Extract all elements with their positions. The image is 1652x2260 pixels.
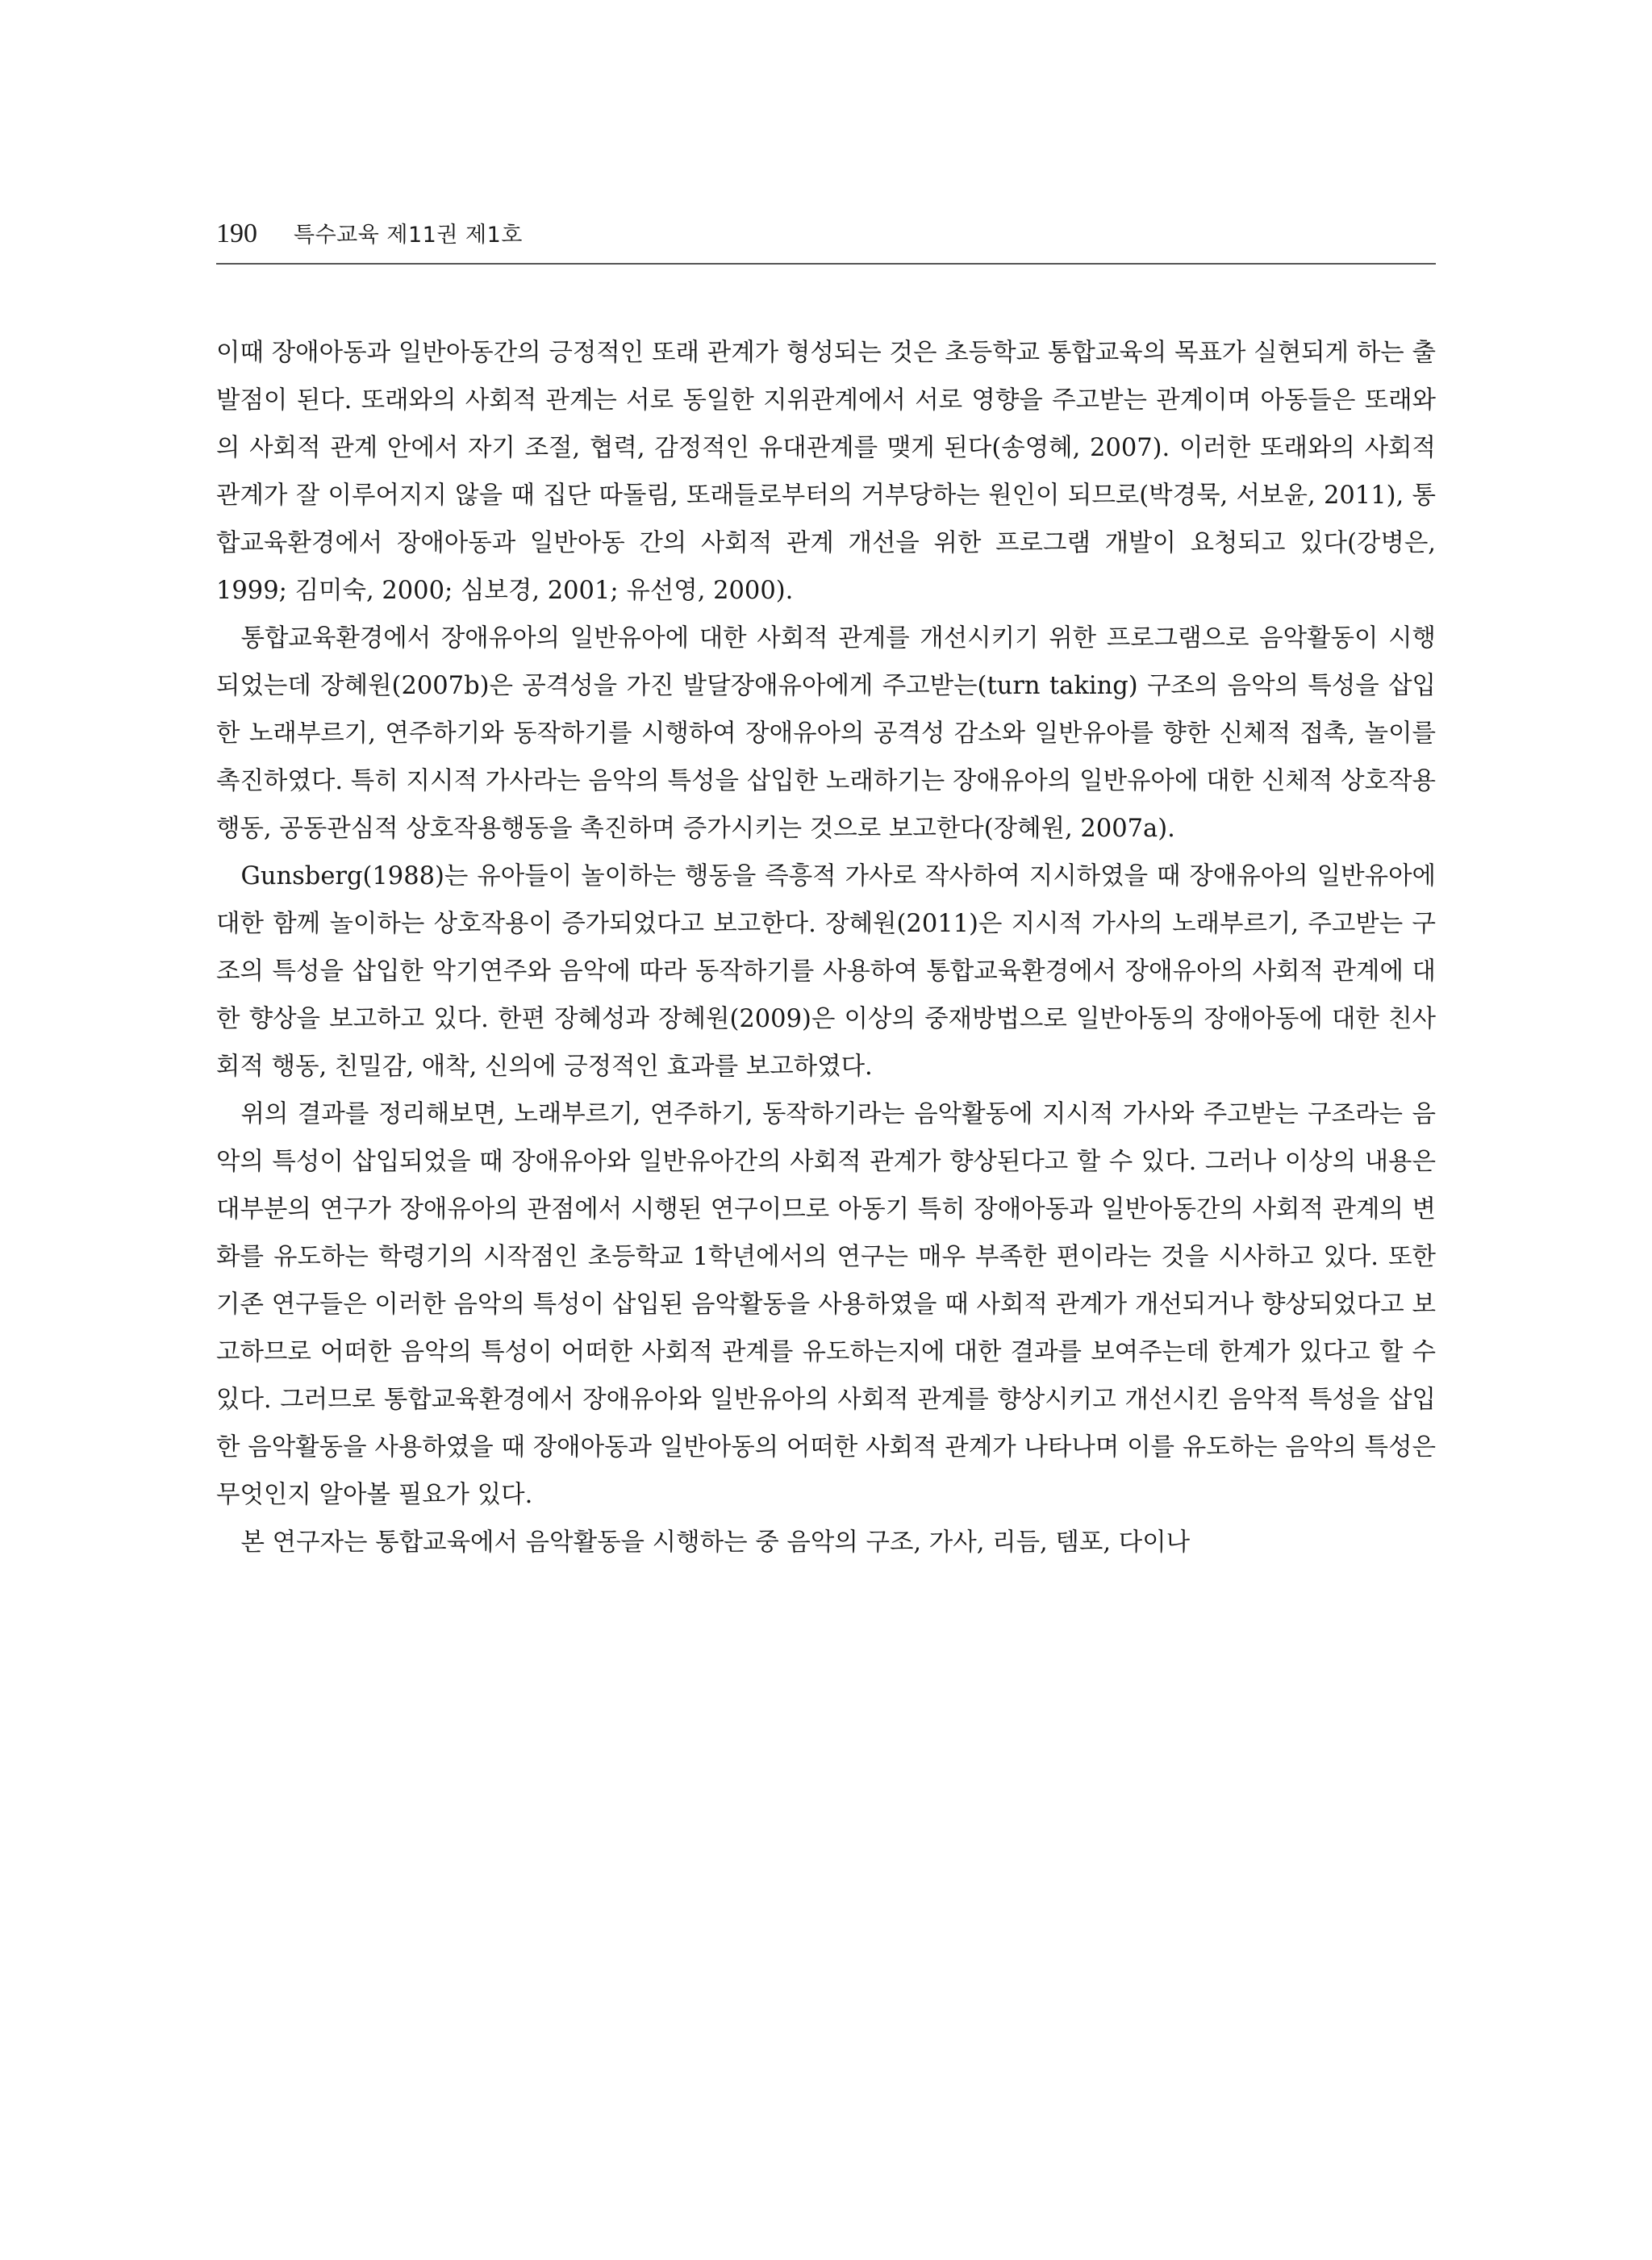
paragraph-5: 본 연구자는 통합교육에서 음악활동을 시행하는 중 음악의 구조, 가사, 리듬, 템포, 다이나 — [240, 1528, 1191, 1557]
body-text — [216, 329, 1436, 1566]
paragraph-2: 통합교육환경에서 장애유아의 일반유아에 대한 사회적 관계를 개선시키기 위한 프로그램으로 음악활동이 시행되었는데 장혜원(2007b)은 공격성을 가진 발달장애유아에게 주고받는(turn taking) 구조의 음악의 특성을 삽입한 노래부르기, 연주하기와 동작하기를 시행하여 장애유아의 공격성 감소와 일반유아를 향한 신체적 접촉, 놀이를 촉진하였다. 특히 지시적 가사라는 음악의 특성을 삽입한 노래하기는 장애유아의 일반유아에 대한 신체적 상호작용행동, 공동관심적 상호작용행동을 촉진하며 증가시키는 것으로 보고한다(장혜원, 2007a). — [216, 624, 1436, 843]
page-number: 190 — [216, 219, 257, 248]
journal-title: 특수교육 제11권 제1호 — [294, 223, 523, 248]
paragraph-3: Gunsberg(1988)는 유아들이 놀이하는 행동을 즉흥적 가사로 작사하여 지시하였을 때 장애유아의 일반유아에 대한 함께 놀이하는 상호작용이 증가되었다고 보고한다. 장혜원(2011)은 지시적 가사의 노래부르기, 주고받는 구조의 특성을 삽입한 악기연주와 음악에 따라 동작하기를 사용하여 통합교육환경에서 장애유아의 사회적 관계에 대한 향상을 보고하고 있다. 한편 장혜성과 장혜원(2009)은 이상의 중재방법으로 일반아동의 장애아동에 대한 친사회적 행동, 친밀감, 애착, 신의에 긍정적인 효과를 보고하였다. — [216, 862, 1436, 1081]
paragraph-4: 위의 결과를 정리해보면, 노래부르기, 연주하기, 동작하기라는 음악활동에 지시적 가사와 주고받는 구조라는 음악의 특성이 삽입되었을 때 장애유아와 일반유아간의 사회적 관계가 향상된다고 할 수 있다. 그러나 이상의 내용은 대부분의 연구가 장애유아의 관점에서 시행된 연구이므로 아동기 특히 장애아동과 일반아동간의 사회적 관계의 변화를 유도하는 학령기의 시작점인 초등학교 1학년에서의 연구는 매우 부족한 편이라는 것을 시사하고 있다. 또한 기존 연구들은 이러한 음악의 특성이 삽입된 음악활동을 사용하였을 때 사회적 관계가 개선되거나 향상되었다고 보고하므로 어떠한 음악의 특성이 어떠한 사회적 관계를 유도하는지에 대한 결과를 보여주는데 한계가 있다고 할 수 있다. 그러므로 통합교육환경에서 장애유아와 일반유아의 사회적 관계를 향상시키고 개선시킨 음악적 특성을 삽입한 음악활동을 사용하였을 때 장애아동과 일반아동의 어떠한 사회적 관계가 나타나며 이를 유도하는 음악의 특성은 무엇인지 알아볼 필요가 있다. — [216, 1100, 1436, 1509]
running-header — [216, 215, 1436, 265]
paragraph-1: 이때 장애아동과 일반아동간의 긍정적인 또래 관계가 형성되는 것은 초등학교 통합교육의 목표가 실현되게 하는 출발점이 된다. 또래와의 사회적 관계는 서로 동일한 지위관계에서 서로 영향을 주고받는 관계이며 아동들은 또래와의 사회적 관계 안에서 자기 조절, 협력, 감정적인 유대관계를 맺게 된다(송영혜, 2007). 이러한 또래와의 사회적 관계가 잘 이루어지지 않을 때 집단 따돌림, 또래들로부터의 거부당하는 원인이 되므로(박경묵, 서보윤, 2011), 통합교육환경에서 장애아동과 일반아동 간의 사회적 관계 개선을 위한 프로그램 개발이 요청되고 있다(강병은, 1999; 김미숙, 2000; 심보경, 2001; 유선영, 2000). — [216, 339, 1436, 605]
